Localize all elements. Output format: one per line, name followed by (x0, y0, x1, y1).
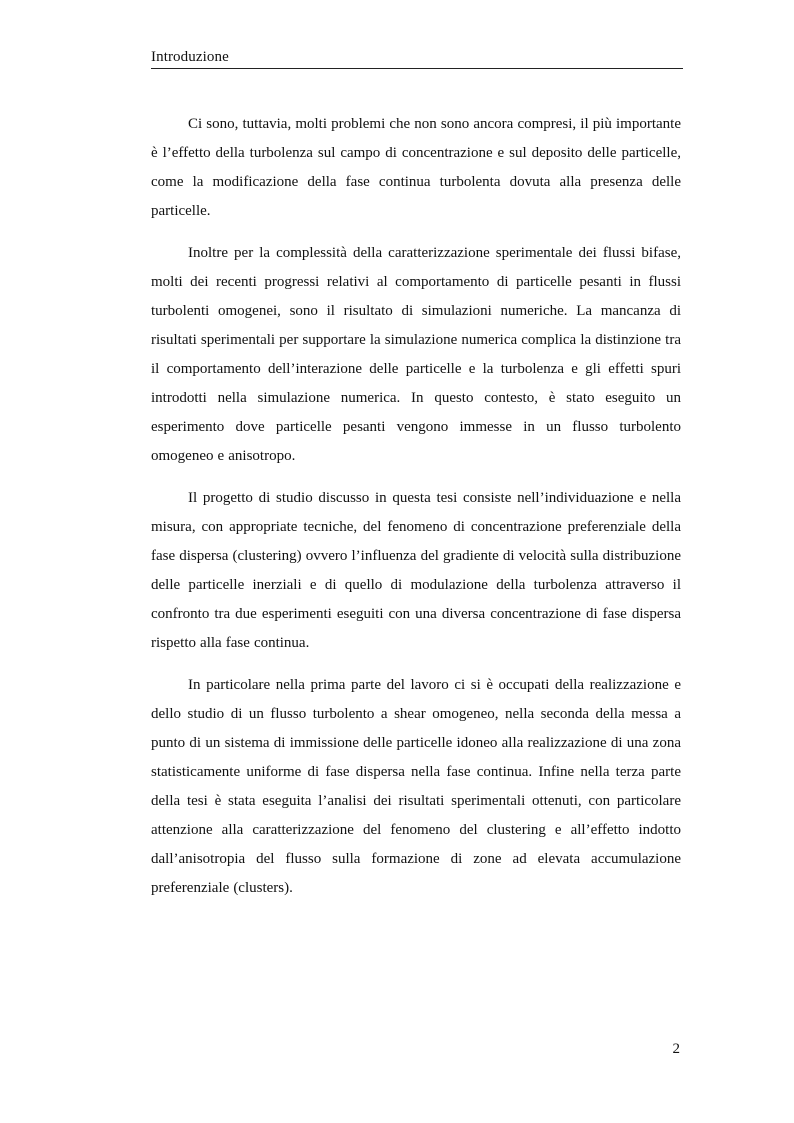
header-title: Introduzione (151, 49, 229, 65)
paragraph-4: In particolare nella prima parte del lavoro ci si è occupati della realizzazione e dello studio di un flusso turbolento a shear omogeneo, nella seconda della messa a punto di un sistema di immissione delle particelle idoneo alla realizzazione di una zona statisticamente uniforme di fase dispersa nella fase continua. Infine nella terza parte della tesi è stata eseguita l’analisi dei risultati sperimentali ottenuti, con particolare attenzione alla caratterizzazione del fenomeno del clustering e all’effetto indotto dall’anisotropia del flusso sulla formazione di zone ad elevata accumulazione preferenziale (clusters). (151, 677, 681, 896)
body-text (151, 110, 681, 916)
paragraph-1: Ci sono, tuttavia, molti problemi che non sono ancora compresi, il più importante è l’effetto della turbolenza sul campo di concentrazione e sul deposito delle particelle, come la modificazione della fase continua turbolenta dovuta alla presenza delle particelle. (151, 116, 681, 219)
paragraph-2: Inoltre per la complessità della caratterizzazione sperimentale dei flussi bifase, molti dei recenti progressi relativi al comportamento di particelle pesanti in flussi turbolenti omogenei, sono il risultato di simulazioni numeriche. La mancanza di risultati sperimentali per supportare la simulazione numerica complica la distinzione tra il comportamento dell’interazione delle particelle e la turbolenza e gli effetti spuri introdotti nella simulazione numerica. In questo contesto, è stato eseguito un esperimento dove particelle pesanti vengono immesse in un flusso turbolento omogeneo e anisotropo. (151, 245, 681, 464)
page-number: 2 (672, 1041, 680, 1057)
paragraph-3: Il progetto di studio discusso in questa tesi consiste nell’individuazione e nella misura, con appropriate tecniche, del fenomeno di concentrazione preferenziale della fase dispersa (clustering) ovvero l’influenza del gradiente di velocità sulla distribuzione delle particelle inerziali e di quello di modulazione della turbolenza attraverso il confronto tra due esperimenti eseguiti con una diversa concentrazione di fase dispersa rispetto alla fase continua. (151, 490, 681, 651)
running-header (151, 46, 683, 69)
